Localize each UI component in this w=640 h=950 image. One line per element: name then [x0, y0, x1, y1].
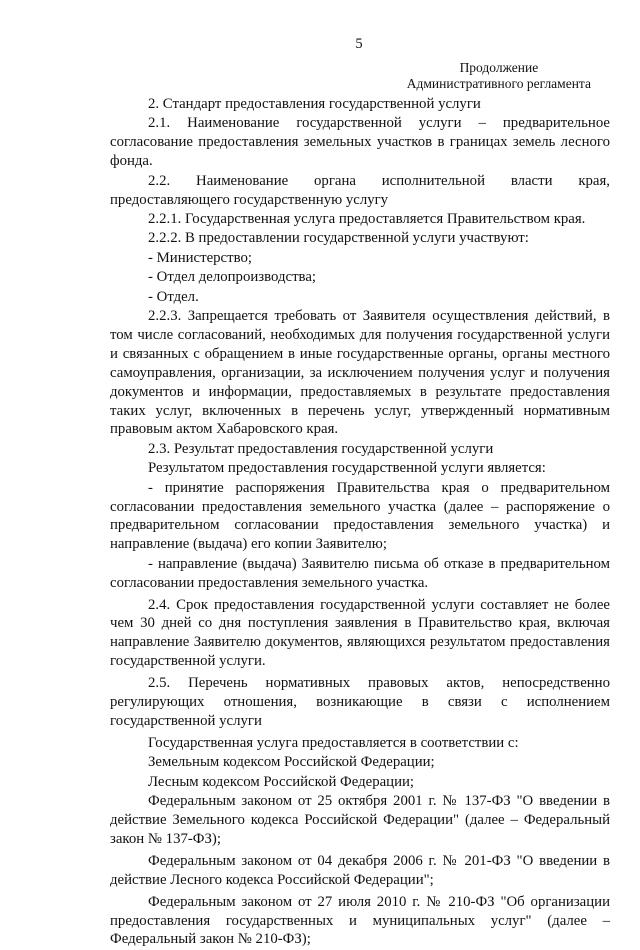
paragraph: 2.5. Перечень нормативных правовых актов, непосредственно регулирующих отношения, возникающие в связи с исполнением государственной услуги: [110, 675, 610, 729]
paragraph: Результатом предоставления государственной услуги является:: [148, 460, 546, 477]
paragraph: 2.2.3. Запрещается требовать от Заявителя осуществления действий, в том числе согласований, необходимых для получения государственной услуги и связанных с обращением в иные государственные органы, органы местного самоуправления, организации, за исключением получения услуг и получения документов и информации, предоставляемых в результате предоставления таких услуг, включенных в перечень услуг, утвержденный нормативным правовым актом Хабаровского края.: [110, 307, 610, 438]
list-item: - принятие распоряжения Правительства края о предварительном согласовании предоставления земельного участка (далее – распоряжение о предварительном согласовании предоставления земельного участка) и направление (выдача) его копии Заявителю;: [110, 479, 610, 553]
list-item: - направление (выдача) Заявителю письма об отказе в предварительном согласовании предоставления земельного участка.: [110, 555, 610, 591]
continuation-line-1: Продолжение: [459, 60, 539, 75]
paragraph: 2.1. Наименование государственной услуги – предварительное согласование предоставления земельных участков в границах земель лесного фонда.: [110, 115, 610, 170]
paragraph: 2.2.1. Государственная услуга предоставляется Правительством края.: [148, 210, 586, 227]
paragraph: 2.4. Срок предоставления государственной услуги составляет не более чем 30 дней со дня поступления заявления в Правительство края, включая направление Заявителю документов, являющихся результатом предоставления государственной услуги.: [110, 596, 610, 670]
document-body: [110, 95, 610, 950]
list-item: - Отдел делопроизводства;: [148, 269, 317, 286]
paragraph: Федеральным законом от 25 октября 2001 г. № 137-ФЗ "О введении в действие Земельного кодекса Российской Федерации" (далее – Федеральный закон № 137-ФЗ);: [110, 793, 610, 847]
paragraph: Федеральным законом от 27 июля 2010 г. № 210-ФЗ "Об организации предоставления государственных и муниципальных услуг" (далее – Федеральный закон № 210-ФЗ);: [110, 893, 610, 948]
section-heading: 2.3. Результат предоставления государственной услуги: [148, 440, 494, 457]
page-number: 5: [355, 36, 363, 52]
continuation-line-2: Административного регламента: [406, 76, 591, 91]
section-heading: 2. Стандарт предоставления государственной услуги: [148, 96, 481, 112]
paragraph: Государственная услуга предоставляется в соответствии с:: [148, 734, 519, 751]
paragraph: 2.2. Наименование органа исполнительной власти края, предоставляющего государственную услугу: [110, 172, 610, 208]
paragraph: Лесным кодексом Российской Федерации;: [148, 773, 415, 790]
paragraph: Федеральным законом от 04 декабря 2006 г. № 201-ФЗ "О введении в действие Лесного кодекса Российской Федерации";: [110, 852, 610, 888]
paragraph: 2.2.2. В предоставлении государственной услуги участвуют:: [148, 230, 529, 247]
list-item: - Министерство;: [148, 249, 252, 266]
paragraph: Земельным кодексом Российской Федерации;: [148, 754, 435, 771]
continuation-header: [407, 60, 591, 92]
list-item: - Отдел.: [148, 288, 199, 305]
